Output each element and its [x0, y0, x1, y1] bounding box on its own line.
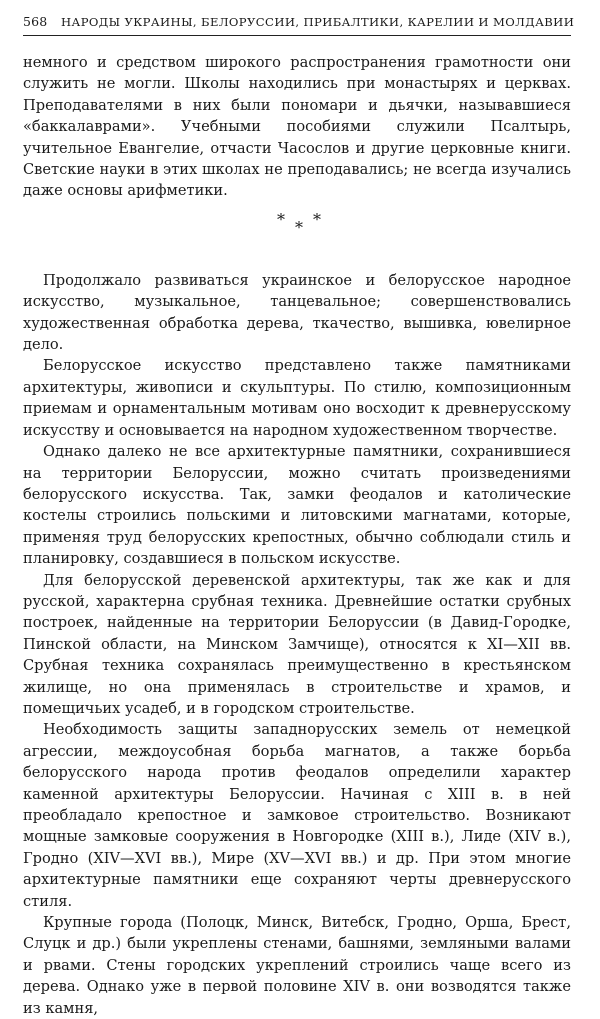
paragraph: Однако далеко не все архитектурные памятники, сохранившиеся на территории Белоруссии, можно считать произведениями белорусского искусства. Так, замки феодалов и католические костелы строились польскими и литовскими магнатами, которые, применяя труд белорусских крепостных, обычно соблюдали стиль и планировку, создавшиеся в польском искусстве. — [23, 443, 571, 568]
page-number: 568 — [23, 14, 48, 29]
paragraph: Продолжало развиваться украинское и белорусское народное искусство, музыкальное, танцевальное; совершенствовались художественная обработка дерева, ткачество, вышивка, ювелирное дело. — [23, 271, 571, 354]
asterism-star-left: * — [277, 209, 285, 229]
paragraph: Белорусское искусство представлено также памятниками архитектуры, живописи и скульптуры. По стилю, композиционным приемам и орнаментальным мотивам оно восходит к древнерусскому искусству и основывается на народном художественном творчестве. — [23, 357, 571, 439]
section-separator-asterism — [23, 204, 571, 270]
running-head — [23, 14, 575, 36]
body-text — [23, 52, 571, 1019]
running-title: НАРОДЫ УКРАИНЫ, БЕЛОРУССИИ, ПРИБАЛТИКИ, КАРЕЛИИ И МОЛДАВИИ — [61, 15, 575, 29]
asterism-star-center: * — [295, 217, 303, 237]
paragraph: Необходимость защиты западнорусских земель от немецкой агрессии, междоусобная борьба магнатов, а также борьба белорусского народа против феодалов определили характер каменной архитектуры Белоруссии. Начиная с XIII в. в ней преобладало крепостное и замковое строительство. Возникают мощные замковые сооружения в Новгородке (XIII в.), Лиде (XIV в.), Гродно (XIV—XVI вв.), Мире (XV—XVI вв.) и др. При этом многие архитектурные памятники еще сохраняют черты древнерусского стиля. — [23, 721, 571, 910]
paragraph: Для белорусской деревенской архитектуры, так же как и для русской, характерна срубная техника. Древнейшие остатки срубных построек, найденные на территории Белоруссии (в Давид-Городке, Пинской области, на Минском Замчище), относятся к XI—XII вв. Срубная техника сохранялась преимущественно в крестьянском жилище, но она применялась в строительстве и храмов, и помещичьих усадеб, и в городском строительстве. — [23, 571, 571, 717]
paragraph-continued: немного и средством широкого распространения грамотности они служить не могли. Школы находились при монастырях и церквах. Преподавателями в них были пономари и дьячки, называвшиеся «баккалаврами». Учебными пособиями служили Псалтырь, учительное Евангелие, отчасти Часослов и другие церковные книги. Светские науки в этих школах не преподавались; не всегда изучались даже основы арифметики. — [23, 54, 571, 200]
paragraph: Крупные города (Полоцк, Минск, Витебск, Гродно, Орша, Брест, Слуцк и др.) были укреплены стенами, башнями, земляными валами и рвами. Стены городских укреплений строились чаще всего из дерева. Однако уже в первой половине XIV в. они возводятся также из камня, — [23, 914, 571, 1017]
asterism-star-right: * — [313, 209, 321, 229]
page — [23, 14, 575, 1019]
